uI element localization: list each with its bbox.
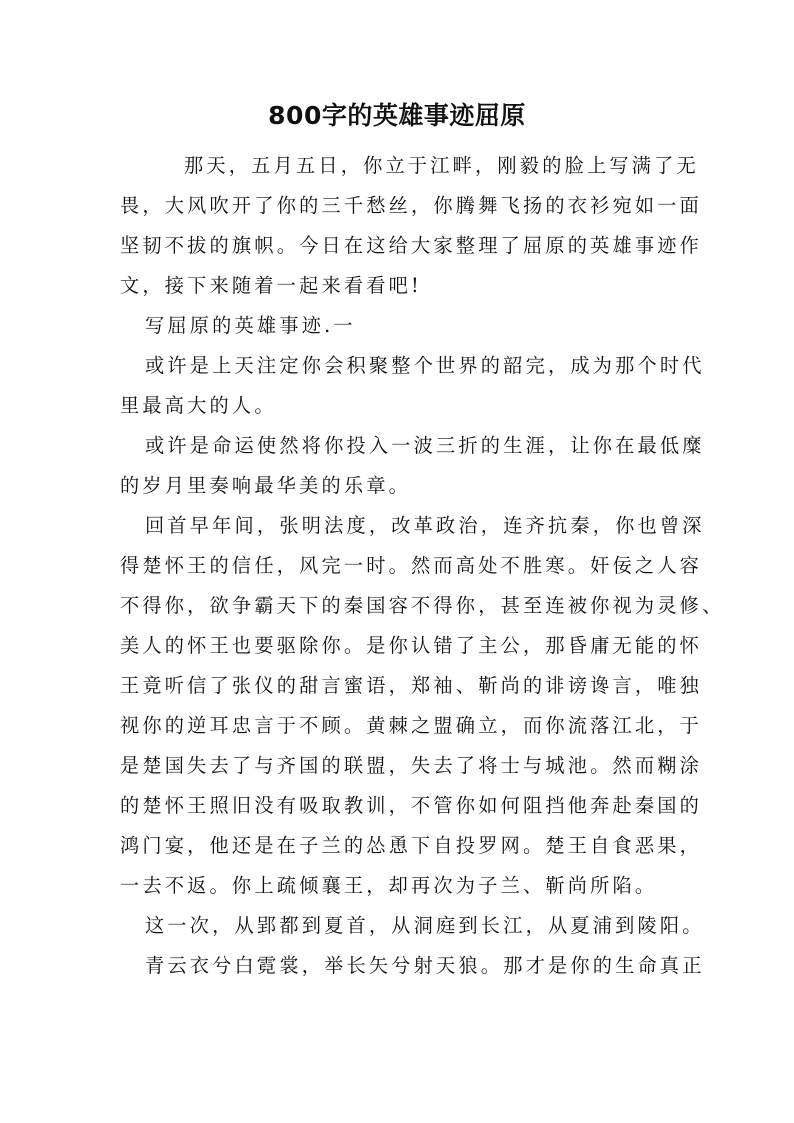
paragraph-line: 王竟听信了张仪的甜言蜜语，郑袖、靳尚的诽谤谗言，唯独 [120, 674, 703, 697]
paragraph-line: 不得你，欲争霸天下的秦国容不得你，甚至连被你视为灵修、 [120, 594, 725, 617]
paragraph-line: 是楚国失去了与齐国的联盟，失去了将士与城池。然而糊涂 [120, 754, 703, 777]
paragraph-line: 那天，五月五日，你立于江畔，刚毅的脸上写满了无 [184, 154, 699, 177]
paragraph-line: 的岁月里奏响最华美的乐章。 [120, 474, 412, 497]
paragraph-line: 鸿门宴，他还是在子兰的怂恿下自投罗网。楚王自食恶果， [120, 834, 703, 857]
paragraph-line: 美人的怀王也要驱除你。是你认错了主公，那昏庸无能的怀 [120, 634, 703, 657]
paragraph-line: 坚韧不拔的旗帜。今日在这给大家整理了屈原的英雄事迹作 [120, 234, 703, 257]
document-title: 800字的英雄事迹屈原 [268, 101, 526, 130]
paragraph-line: 文，接下来随着一起来看看吧! [120, 274, 422, 297]
paragraph-line: 视你的逆耳忠言于不顾。黄棘之盟确立，而你流落江北，于 [120, 714, 703, 737]
paragraph-line: 得楚怀王的信任，风完一时。然而高处不胜寒。奸佞之人容 [120, 554, 703, 577]
paragraph-line: 畏，大风吹开了你的三千愁丝，你腾舞飞扬的衣衫宛如一面 [120, 194, 703, 217]
paragraph-line: 青云衣兮白霓裳，举长矢兮射天狼。那才是你的生命真正 [145, 954, 705, 977]
paragraph-line: 的楚怀王照旧没有吸取教训，不管你如何阻挡他奔赴秦国的 [120, 794, 703, 817]
paragraph-line: 这一次，从郢都到夏首，从洞庭到长江，从夏浦到陵阳。 [145, 914, 705, 937]
paragraph-line: 一去不返。你上疏倾襄王，却再次为子兰、靳尚所陷。 [120, 874, 658, 897]
paragraph-line: 回首早年间，张明法度，改革政治，连齐抗秦，你也曾深 [145, 514, 705, 537]
section-heading: 写屈原的英雄事迹.一 [145, 314, 356, 337]
paragraph-line: 里最高大的人。 [120, 394, 277, 417]
paragraph-line: 或许是命运使然将你投入一波三折的生涯，让你在最低糜 [145, 434, 705, 457]
paragraph-line: 或许是上天注定你会积聚整个世界的韶完，成为那个时代 [145, 354, 705, 377]
